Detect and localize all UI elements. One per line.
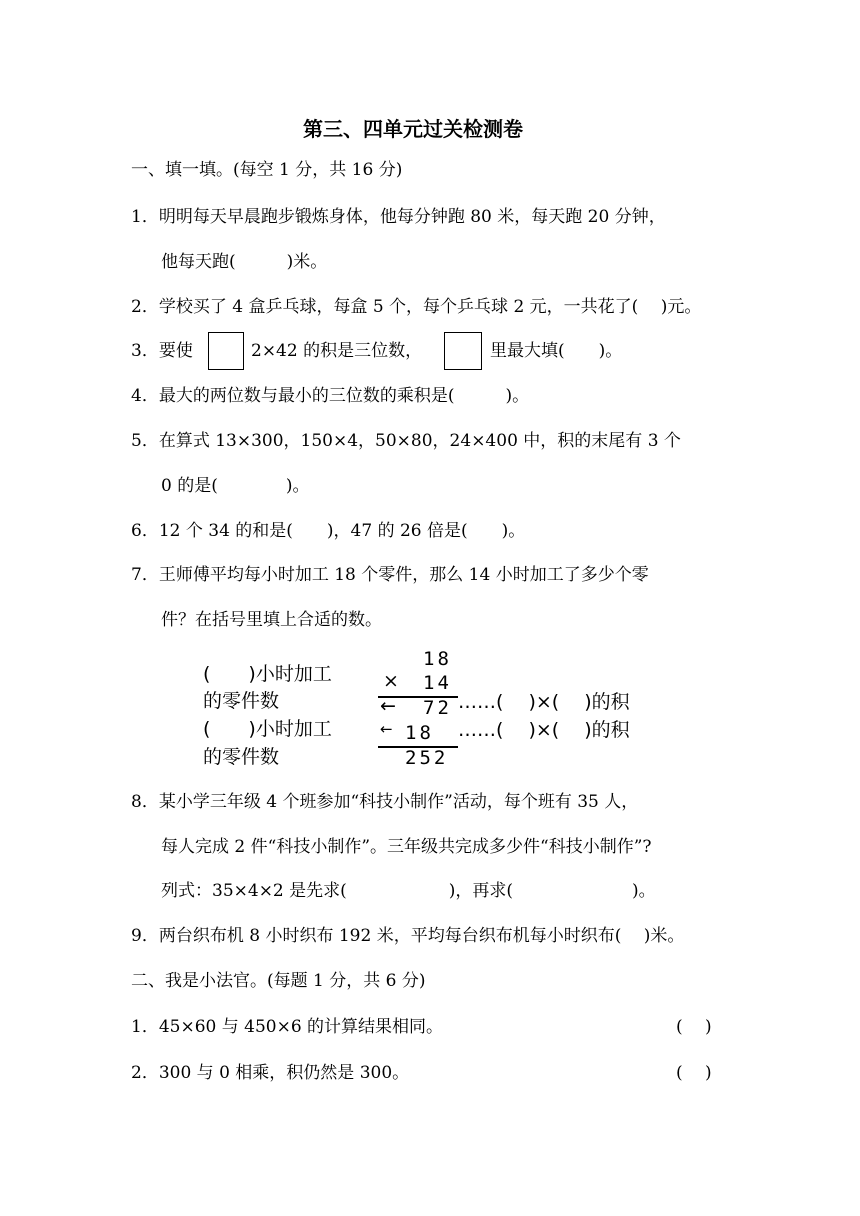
note-1: ……( )×( )的积 — [458, 691, 630, 713]
question-8-line-1: 8．某小学三年级 4 个班参加“科技小制作”活动，每个班有 35 人， — [131, 792, 639, 812]
question-3-part-2: 2×42 的积是三位数， — [251, 341, 423, 361]
blank-box-2 — [444, 332, 482, 370]
question-8-line-2: 每人完成 2 件“科技小制作”。三年级共完成多少件“科技小制作”? — [161, 837, 652, 857]
judge-question-2: 2．300 与 0 相乘，积仍然是 300。 — [131, 1063, 410, 1083]
question-5-line-1: 5．在算式 13×300，150×4，50×80，24×400 中，积的末尾有 3 个 — [131, 431, 681, 451]
multiplicand: 18 — [423, 648, 452, 670]
judge-question-1: 1．45×60 与 450×6 的计算结果相同。 — [131, 1017, 444, 1037]
multiplier: 14 — [423, 672, 452, 694]
page-title: 第三、四单元过关检测卷 — [303, 117, 523, 141]
question-1-line-2: 他每天跑( )米。 — [161, 252, 328, 272]
partial-product-2: 18 — [405, 722, 434, 744]
question-5-line-2: 0 的是( )。 — [161, 476, 310, 496]
times-sign: × — [383, 670, 399, 692]
question-4: 4．最大的两位数与最小的三位数的乘积是( )。 — [131, 386, 530, 406]
partial-product-1: 72 — [423, 697, 452, 719]
question-1-line-1: 1．明明每天早晨跑步锻炼身体，他每分钟跑 80 米，每天跑 20 分钟， — [131, 207, 666, 227]
arrow-icon: ← — [380, 695, 396, 717]
diagram-label-1b: 的零件数 — [203, 690, 280, 712]
question-7-line-1: 7．王师傅平均每小时加工 18 个零件，那么 14 小时加工了多少个零 — [131, 565, 649, 585]
diagram-label-2b: 的零件数 — [203, 746, 280, 768]
question-3-part-3: 里最大填( )。 — [490, 341, 623, 361]
diagram-label-1a: ( )小时加工 — [203, 663, 332, 685]
note-2: ……( )×( )的积 — [458, 719, 630, 741]
judge-answer-2: ( ) — [676, 1063, 712, 1083]
question-6: 6．12 个 34 的和是( )，47 的 26 倍是( )。 — [131, 521, 526, 541]
judge-answer-1: ( ) — [676, 1017, 712, 1037]
question-2: 2．学校买了 4 盒乒乓球，每盒 5 个，每个乒乓球 2 元，一共花了( )元。 — [131, 297, 702, 317]
question-8-line-3: 列式：35×4×2 是先求( )，再求( )。 — [161, 881, 656, 901]
question-9: 9．两台织布机 8 小时织布 192 米，平均每台织布机每小时织布( )米。 — [131, 926, 685, 946]
section-1-heading: 一、填一填。(每空 1 分，共 16 分) — [131, 160, 403, 180]
arrow-small-icon: ← — [380, 720, 393, 738]
diagram-label-2a: ( )小时加工 — [203, 718, 332, 740]
section-2-heading: 二、我是小法官。(每题 1 分，共 6 分) — [131, 971, 426, 991]
final-product: 252 — [405, 747, 449, 769]
question-3-part-1: 3．要使 — [131, 341, 193, 361]
question-7-line-2: 件？在括号里填上合适的数。 — [161, 610, 382, 630]
blank-box-1 — [208, 332, 244, 370]
